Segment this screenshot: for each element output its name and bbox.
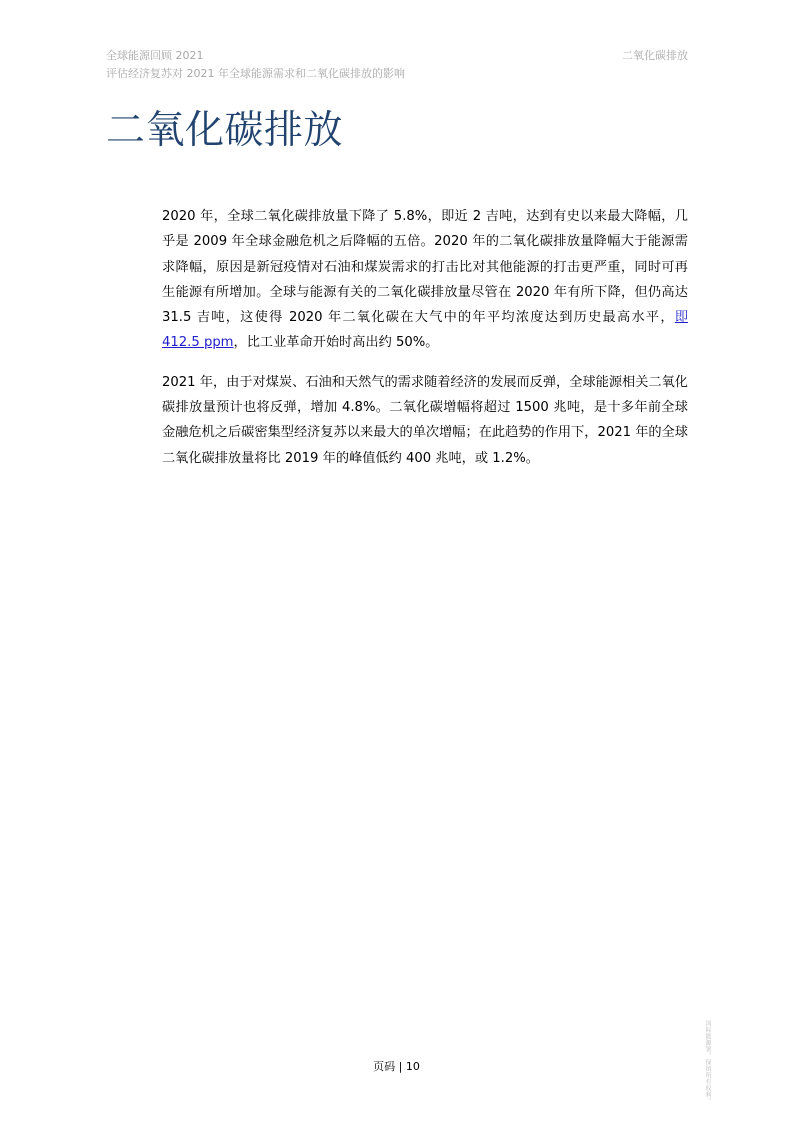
- report-title: 全球能源回顾 2021: [106, 49, 204, 62]
- paragraph-1-text-before-link: 2020 年，全球二氧化碳排放量下降了 5.8%，即近 2 吉吨，达到有史以来最大降幅，几乎是 2009 年全球金融危机之后降幅的五倍。2020 年的二氧化碳排放量降幅大于能源需求降幅，原因是新冠疫情对石油和煤炭需求的打击比对其他能源的打击更严重，同时可再生能源有所增加。全球与能源有关的二氧化碳排放量尽管在 2020 年有所下降，但仍高达 31.5 吉吨，这使得 2020 年二氧化碳在大气中的年平均浓度达到历史最高水平，: [162, 209, 688, 326]
- report-subtitle: 评估经济复苏对 2021 年全球能源需求和二氧化碳排放的影响: [106, 67, 405, 80]
- paragraph-1: [162, 204, 688, 356]
- header-left: [106, 47, 405, 83]
- copyright-note: 国际能源署。保留所有权利。: [704, 1020, 711, 1105]
- ppm-link[interactable]: 即 412.5 ppm: [162, 310, 688, 351]
- paragraph-2: 2021 年，由于对煤炭、石油和天然气的需求随着经济的发展而反弹，全球能源相关二氧化碳排放量预计也将反弹，增加 4.8%。二氧化碳增幅将超过 1500 兆吨，是十多年前全球金融危机之后碳密集型经济复苏以来最大的单次增幅；在此趋势的作用下，2021 年的全球二氧化碳排放量将比 2019 年的峰值低约 400 兆吨，或 1.2%。: [162, 374, 688, 466]
- body-text: [162, 204, 688, 485]
- page-number: 页码 | 10: [373, 1060, 420, 1073]
- paragraph-1-text-after-link: ，比工业革命开始时高出约 50%。: [233, 335, 439, 351]
- page-title: 二氧化碳排放: [106, 108, 344, 153]
- section-label: 二氧化碳排放: [622, 49, 688, 62]
